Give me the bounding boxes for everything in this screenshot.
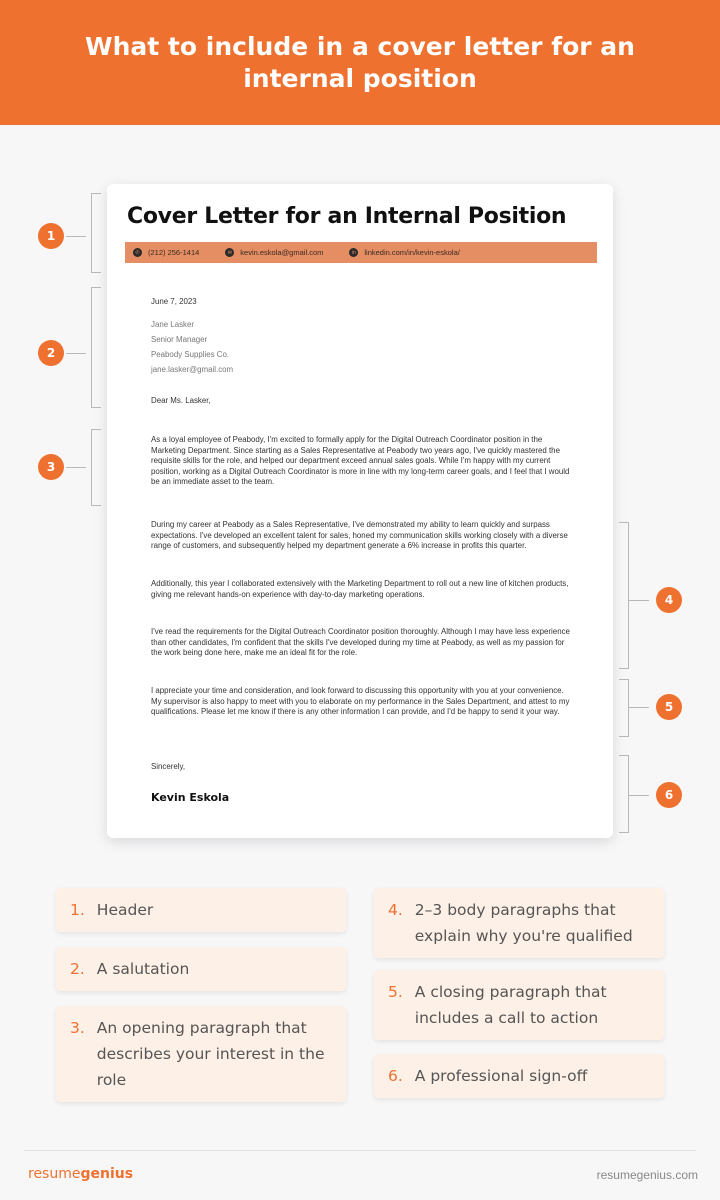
paragraph-body-3: I've read the requirements for the Digital Outreach Coordinator position thoroughly. Although I may have less experience than other candidates, I'm confident that the skills I've developed during my time at Peabody, as well as my passion for the work being done here, make me an ideal fit for the role. (151, 627, 570, 658)
legend-item-closing: 5. A closing paragraph that includes a call to action (374, 970, 664, 1040)
footer-divider (24, 1150, 696, 1151)
marker-6: 6 (656, 782, 682, 808)
paragraph-body-2: Additionally, this year I collaborated extensively with the Marketing Department to roll out a new line of kitchen products, giving me relevant hands-on experience with day-to-day marketing operations. (151, 579, 569, 599)
linkedin-text: linkedin.com/in/kevin-eskola/ (364, 248, 460, 257)
linkedin-icon: in (349, 248, 358, 257)
paragraph-closing: I appreciate your time and consideration, and look forward to discussing this opportunity with you at your convenience. My supervisor is also happy to meet with you to elaborate on my performance in the Sales Department, and attest to my qualifications. Please let me know if there is any other information I can provide, and I'd be happy to send it your way. (151, 686, 570, 717)
email-icon: ✉ (225, 248, 234, 257)
bracket-signoff (619, 755, 629, 833)
connector (629, 795, 649, 796)
marker-3: 3 (38, 454, 64, 480)
contact-email (225, 248, 323, 257)
marker-1: 1 (38, 223, 64, 249)
connector (66, 467, 86, 468)
phone-icon: ✆ (133, 248, 142, 257)
connector (629, 600, 649, 601)
legend-item-body: 4. 2–3 body paragraphs that explain why you're qualified (374, 888, 664, 958)
brand-logo[interactable]: resumegenius (28, 1166, 134, 1182)
recipient-title: Senior Manager (151, 335, 208, 344)
bracket-body (619, 522, 629, 669)
connector (629, 707, 649, 708)
legend-item-signoff: 6. A professional sign-off (374, 1054, 664, 1098)
recipient-email: jane.lasker@gmail.com (151, 365, 234, 374)
bracket-salutation (91, 287, 101, 408)
marker-2: 2 (38, 340, 64, 366)
email-text: kevin.eskola@gmail.com (240, 248, 324, 257)
header-banner (0, 0, 720, 125)
letter-salutation: Dear Ms. Lasker, (151, 396, 211, 405)
contact-phone (133, 248, 199, 257)
recipient-company: Peabody Supplies Co. (151, 350, 230, 359)
paragraph-opening: As a loyal employee of Peabody, I'm excited to formally apply for the Digital Outreach Coordinator position in the Marketing Department. Since starting as a Sales Representative at Peabody two years ago, I've quickly mastered the requisite skills for the role, and helped our department exceed annual sales goals. While I'm happy with my current position, working as a Digital Outreach Coordinator is more in line with my long-term career goals, and I feel that I would be an immediate asset to the team. (151, 435, 570, 487)
letter-signoff: Sincerely, (151, 762, 186, 771)
recipient-name: Jane Lasker (151, 320, 194, 329)
phone-text: (212) 256-1414 (148, 248, 200, 257)
letter-date: June 7, 2023 (151, 297, 197, 306)
connector (66, 236, 86, 237)
bracket-closing (619, 679, 629, 737)
connector (66, 353, 86, 354)
bracket-header (91, 193, 101, 273)
marker-4: 4 (656, 587, 682, 613)
legend-item-opening: 3. An opening paragraph that describes your interest in the role (56, 1006, 346, 1102)
page-title: What to include in a cover letter for an internal position (85, 31, 635, 93)
contact-bar (125, 242, 597, 263)
legend-item-salutation: 2. A salutation (56, 947, 346, 991)
marker-5: 5 (656, 694, 682, 720)
letter-title: Cover Letter for an Internal Position (127, 204, 567, 229)
site-url[interactable]: resumegenius.com (596, 1168, 698, 1182)
contact-linkedin (349, 248, 459, 257)
letter-signature: Kevin Eskola (151, 791, 230, 804)
cover-letter-sample (107, 184, 613, 838)
bracket-opening (91, 429, 101, 506)
paragraph-body-1: During my career at Peabody as a Sales Representative, I've demonstrated my ability to learn quickly and surpass expectations. I've developed an excellent talent for sales, honed my communication skills working closely with a diverse range of customers, and subsequently helped my department generate a 6% increase in profits this quarter. (151, 520, 568, 551)
legend-item-header: 1. Header (56, 888, 346, 932)
